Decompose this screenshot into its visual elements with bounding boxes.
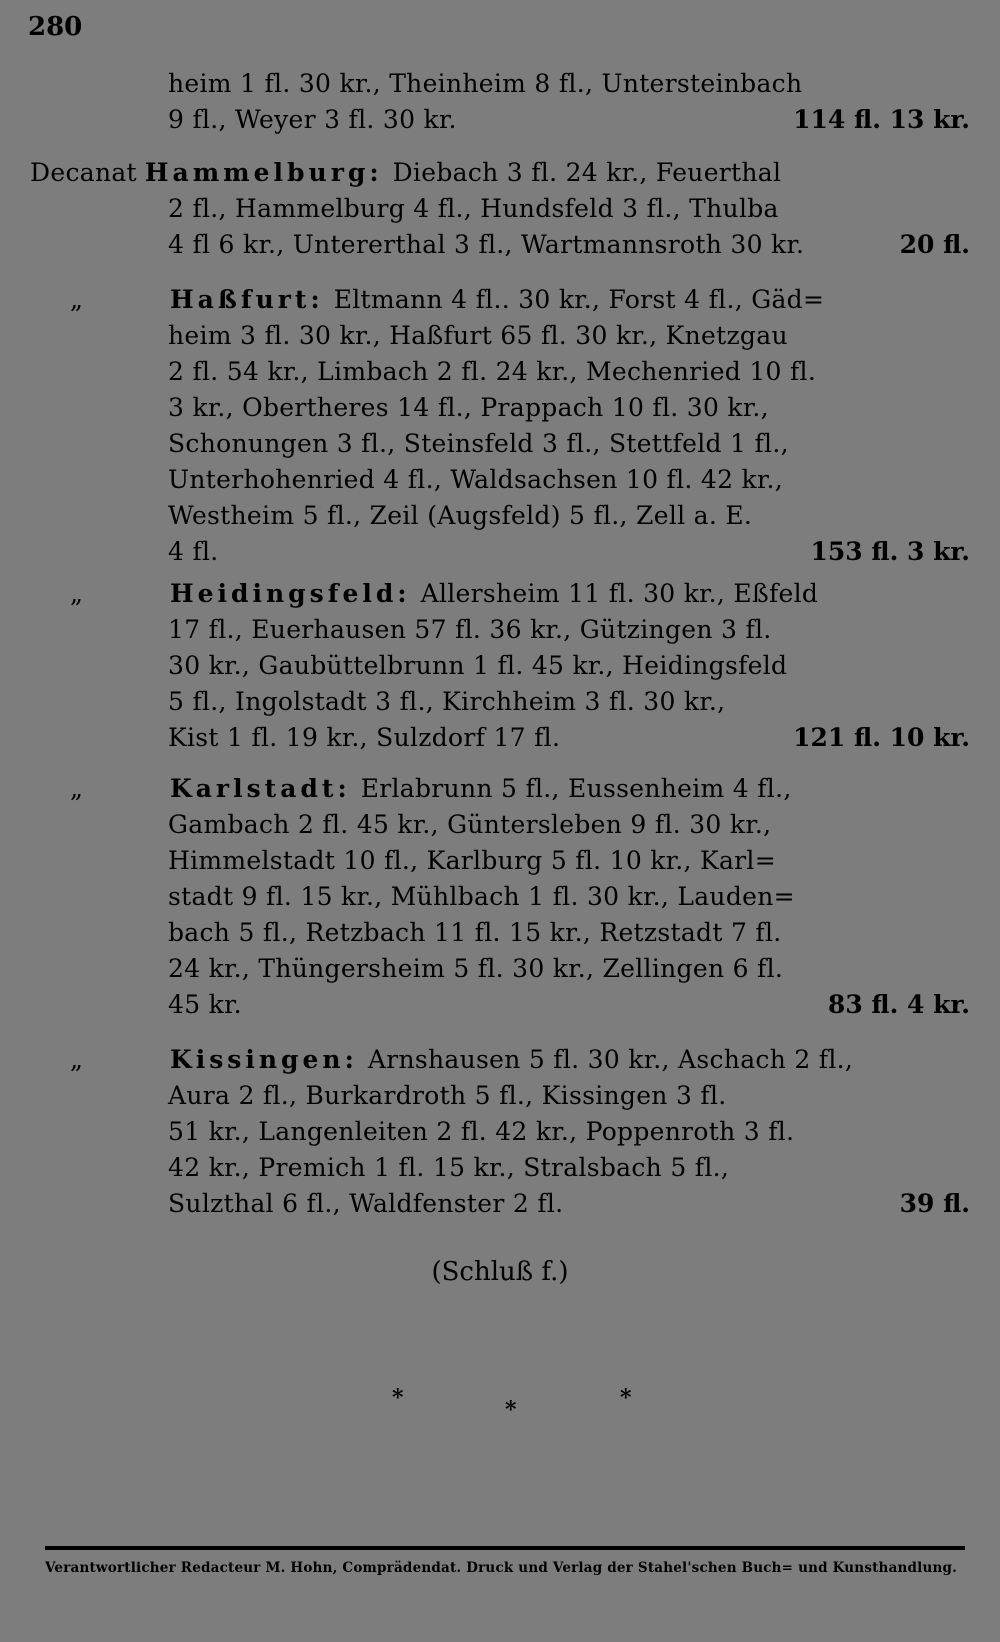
entry-line: 17 fl., Euerhausen 57 fl. 36 kr., Gützingen 3 fl. — [168, 615, 772, 644]
entry-line: 3 kr., Obertheres 14 fl., Prappach 10 fl. 30 kr., — [168, 393, 769, 422]
entry-total: 121 fl. 10 kr. — [793, 723, 970, 752]
footer-rule — [45, 1546, 965, 1550]
entry-line: 24 kr., Thüngersheim 5 fl. 30 kr., Zellingen 6 fl. — [168, 954, 784, 983]
star-1: * — [392, 1385, 404, 1411]
entry-place: Haßfurt: — [170, 285, 324, 314]
entry-line: Schonungen 3 fl., Steinsfeld 3 fl., Stettfeld 1 fl., — [168, 429, 789, 458]
entry-line: 42 kr., Premich 1 fl. 15 kr., Stralsbach 5 fl., — [168, 1153, 730, 1182]
entry-line: heim 1 fl. 30 kr., Theinheim 8 fl., Untersteinbach — [168, 69, 803, 98]
closing-note: (Schluß f.) — [431, 1257, 569, 1287]
entry-total: 39 fl. — [899, 1189, 970, 1218]
entry-line: 4 fl. — [168, 537, 219, 566]
entry-line: bach 5 fl., Retzbach 11 fl. 15 kr., Retzstadt 7 fl. — [168, 918, 782, 947]
entry-total: 153 fl. 3 kr. — [810, 537, 970, 566]
entry-line: 9 fl., Weyer 3 fl. 30 kr. — [168, 105, 457, 134]
entry-line: Kist 1 fl. 19 kr., Sulzdorf 17 fl. — [168, 723, 561, 752]
imprint-footer: Verantwortlicher Redacteur M. Hohn, Comprädendat. Druck und Verlag der Stahel'schen Buch= und Kunsthandlung. — [45, 1560, 958, 1576]
entry-line — [30, 1042, 853, 1078]
entry-place: Hammelburg: — [144, 158, 383, 187]
entry-line: Westheim 5 fl., Zeil (Augsfeld) 5 fl., Zell a. E. — [168, 501, 753, 530]
entry-line — [30, 282, 824, 318]
entry-line: Himmelstadt 10 fl., Karlburg 5 fl. 10 kr., Karl= — [168, 846, 776, 875]
entry-line — [30, 576, 818, 612]
entry-line: 4 fl 6 kr., Untererthal 3 fl., Wartmannsroth 30 kr. — [168, 230, 805, 259]
entry-line: 5 fl., Ingolstadt 3 fl., Kirchheim 3 fl. 30 kr., — [168, 687, 726, 716]
entry-text: Diebach 3 fl. 24 kr., Feuerthal — [392, 158, 782, 187]
entry-line — [30, 771, 792, 807]
entry-place: Heidingsfeld: — [170, 579, 411, 608]
entry-place: Karlstadt: — [170, 774, 351, 803]
entry-total: 114 fl. 13 kr. — [793, 105, 970, 134]
entry-prefix: „ — [70, 774, 84, 803]
star-2: * — [505, 1397, 517, 1423]
entry-line — [30, 155, 781, 191]
entry-line: Sulzthal 6 fl., Waldfenster 2 fl. — [168, 1189, 564, 1218]
separator-stars — [0, 1385, 1000, 1425]
entry-prefix: „ — [70, 1045, 84, 1074]
entry-line: 51 kr., Langenleiten 2 fl. 42 kr., Poppenroth 3 fl. — [168, 1117, 795, 1146]
entry-line: Aura 2 fl., Burkardroth 5 fl., Kissingen 3 fl. — [168, 1081, 727, 1110]
entry-line: 45 kr. — [168, 990, 242, 1019]
page-number: 280 — [28, 12, 83, 42]
entry-text: Allersheim 11 fl. 30 kr., Eßfeld — [420, 579, 819, 608]
entry-line: 2 fl., Hammelburg 4 fl., Hundsfeld 3 fl., Thulba — [168, 194, 779, 223]
entry-total: 83 fl. 4 kr. — [827, 990, 970, 1019]
entry-line: 30 kr., Gaubüttelbrunn 1 fl. 45 kr., Heidingsfeld — [168, 651, 788, 680]
entry-line: 2 fl. 54 kr., Limbach 2 fl. 24 kr., Mechenried 10 fl. — [168, 357, 817, 386]
entry-place: Kissingen: — [170, 1045, 358, 1074]
entry-line: Gambach 2 fl. 45 kr., Güntersleben 9 fl. 30 kr., — [168, 810, 772, 839]
entry-prefix: „ — [70, 285, 84, 314]
entry-prefix: Decanat — [30, 158, 137, 187]
star-3: * — [620, 1385, 632, 1411]
entry-line: heim 3 fl. 30 kr., Haßfurt 65 fl. 30 kr., Knetzgau — [168, 321, 788, 350]
entry-text: Erlabrunn 5 fl., Eussenheim 4 fl., — [360, 774, 792, 803]
entry-total: 20 fl. — [899, 230, 970, 259]
entry-line: Unterhohenried 4 fl., Waldsachsen 10 fl. 42 kr., — [168, 465, 783, 494]
entry-line: stadt 9 fl. 15 kr., Mühlbach 1 fl. 30 kr., Lauden= — [168, 882, 795, 911]
entry-prefix: „ — [70, 579, 84, 608]
entry-text: Arnshausen 5 fl. 30 kr., Aschach 2 fl., — [367, 1045, 854, 1074]
entry-text: Eltmann 4 fl.. 30 kr., Forst 4 fl., Gäd= — [333, 285, 825, 314]
